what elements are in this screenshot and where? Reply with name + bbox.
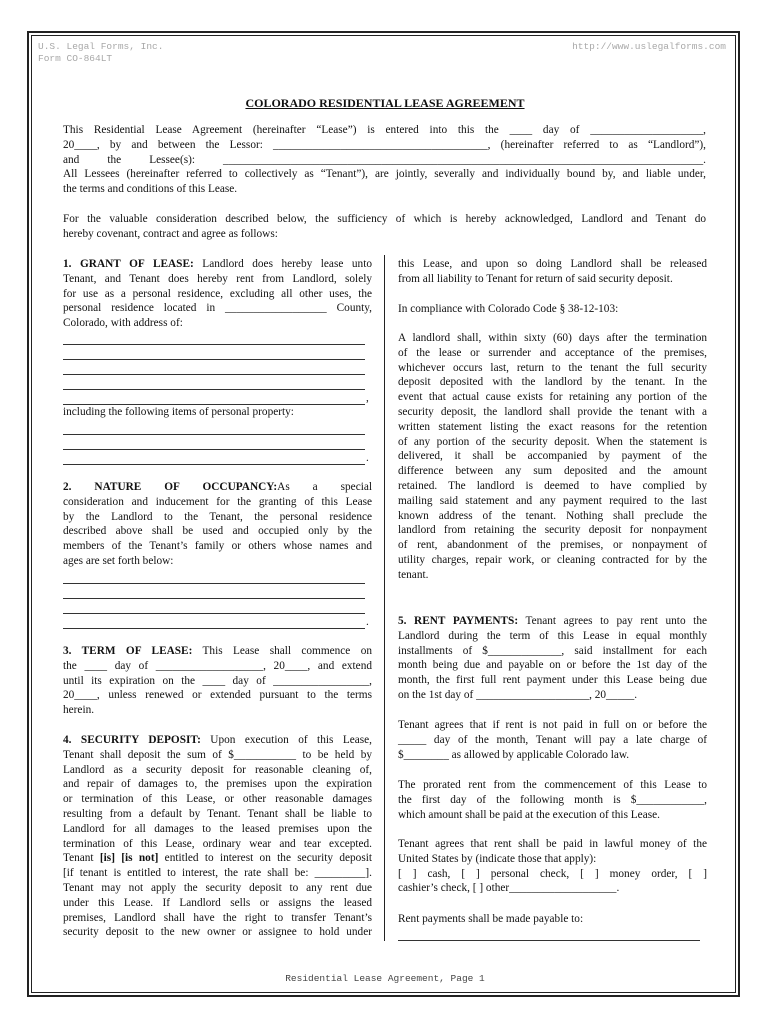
section-1-line: for use as a personal residence, excluding all other uses, the [63, 287, 372, 300]
section-2-heading: 2. NATURE OF OCCUPANCY: [63, 481, 278, 493]
prorated-line: which amount shall be paid at the execution of this Lease. [398, 808, 660, 821]
section-5-line [398, 614, 707, 629]
section-5-line: on the 1st day of ____________________, 20_____. [398, 688, 638, 701]
section-1-line: Colorado, with address of: [63, 317, 183, 330]
section-3-line: herein. [63, 704, 95, 717]
address-blank-line[interactable] [63, 359, 365, 360]
address-blank-line[interactable] [63, 374, 365, 375]
section-4-line: under this Lease. If Landlord sells or assigns the leased [63, 896, 372, 909]
statute-paragraph [398, 331, 707, 583]
section-1-grant-of-lease [63, 257, 372, 331]
statute-line: security deposit, the landlord shall provide the tenant with a [398, 405, 707, 418]
prorated-rent-paragraph [398, 778, 707, 822]
section-1-heading: 1. GRANT OF LEASE: [63, 258, 194, 270]
section-4-text: entitled to interest on the security deposit [158, 852, 372, 865]
section-5-rent-payments [398, 614, 707, 703]
statute-line: tenant. [398, 568, 429, 581]
section-5-heading: 5. RENT PAYMENTS: [398, 615, 519, 627]
statute-line: landlord from retaining the security deposit for nonpayment [398, 524, 707, 537]
section-4-line: resulting from a default by Tenant. Tenant shall be liable to [63, 807, 372, 820]
section-3-line: until its expiration on the ____ day of _________________, [63, 674, 372, 687]
payable-to-label: Rent payments shall be made payable to: [398, 913, 584, 925]
property-blank-line[interactable] [63, 464, 365, 465]
section-2-nature-of-occupancy [63, 480, 372, 569]
statute-line: of any portion of the security deposit. When the statement is [398, 435, 707, 448]
section-5-line: month, the first full rent payment under this Lease being due [398, 674, 707, 687]
section-4-line: [if tenant is entitled to interest, the rate shall be: _________]. [63, 867, 372, 880]
section-2-line: consideration and inducement for the granting of this Lease [63, 495, 372, 508]
section-3-line: the ____ day of ___________________, 20____, and extend [63, 659, 372, 672]
intro-line: 20____, by and between the Lessor: ______________________________________, (hereinafter referred to as “Landlord”), [63, 138, 706, 151]
section-1-text: Landlord does hereby lease unto [193, 258, 372, 270]
payment-method-paragraph [398, 837, 707, 896]
section-2-line [63, 480, 372, 495]
statute-line: mailing said statement and any payment required to the last [398, 494, 707, 507]
section-4-security-deposit [63, 733, 372, 940]
statute-line: deposit deposited with the landlord by the tenant. In the [398, 376, 707, 389]
section-2-line: members of the Tenant’s family or others whose names and [63, 540, 372, 553]
late-charge-line: _____ day of the month, Tenant will pay a late charge of [398, 733, 707, 746]
payable-to-blank-line[interactable] [398, 940, 700, 941]
section-5-text: Tenant agrees to pay rent unto the [518, 615, 707, 627]
consideration-line: hereby covenant, contract and agree as follows: [63, 227, 278, 240]
section-3-text: This Lease shall commence on [192, 645, 372, 657]
consideration-line: For the valuable consideration described below, the sufficiency of which is hereby acknowledged, Landlord and Tenant do [63, 213, 706, 225]
consideration-paragraph [63, 212, 706, 242]
section-1-line [63, 257, 372, 272]
address-blank-line[interactable] [63, 344, 365, 345]
section-2-text: As a special [277, 481, 372, 493]
statute-line: known address of the tenant. Nothing shall preclude the [398, 509, 707, 522]
late-charge-line: $________ as allowed by applicable Colorado law. [398, 748, 630, 761]
column-divider [384, 255, 385, 941]
section-4-line: and repair of damages to, the premises upon the expiration [63, 778, 372, 791]
address-comma: , [366, 392, 369, 404]
continued-line: this Lease, and upon so doing Landlord shall be released [398, 258, 707, 270]
section-1-line: personal residence located in __________________ County, [63, 302, 372, 315]
statute-line: difference between any sum deposited and the amount [398, 465, 707, 478]
section-4-line: Tenant may not apply the security deposit to any rent due [63, 881, 372, 894]
header-form-id: Form CO-864LT [38, 53, 113, 64]
statute-line: of rent, abandonment of the premises, or nonpayment of [398, 539, 707, 552]
security-deposit-continued [398, 257, 707, 287]
payment-method-options[interactable]: cashier’s check, [ ] other___________________. [398, 882, 620, 895]
section-4-heading: 4. SECURITY DEPOSIT: [63, 734, 201, 746]
header-company: U.S. Legal Forms, Inc. [38, 41, 164, 52]
intro-line: All Lessees (hereinafter referred to collectively as “Tenant”), are jointly, severally and individually bound by, and liable under, [63, 168, 706, 181]
statute-line: of the lease or surrender and acceptance of the premises, [398, 346, 707, 359]
continued-line: from all liability to Tenant for return of said security deposit. [398, 272, 673, 285]
occupant-period: . [366, 616, 369, 628]
address-blank-line[interactable] [63, 389, 365, 390]
statute-line: event that actual cause exists for retaining any portion of the [398, 391, 707, 404]
section-4-text: Tenant [63, 852, 100, 865]
intro-line: and the Lessee(s): _____________________________________________________________________________________. [63, 153, 706, 166]
section-4-line: security deposit to the new owner or assignee to hold under [63, 926, 372, 939]
prorated-line: The prorated rent from the commencement of this Lease to [398, 779, 707, 791]
section-2-line: described above shall be used and occupied only by the [63, 525, 372, 538]
section-1-line: Tenant, and Tenant does hereby rent from Landlord, solely [63, 272, 372, 285]
header-url: http://www.uslegalforms.com [572, 41, 726, 52]
section-4-line [63, 851, 372, 866]
section-3-term-of-lease [63, 644, 372, 718]
statute-line: utility charges, repair work, or cleaning contracted for by the [398, 553, 707, 566]
intro-paragraph [63, 123, 706, 197]
occupant-blank-line[interactable] [63, 628, 365, 629]
personal-property-label: including the following items of personal property: [63, 406, 294, 418]
statute-line: whichever occurs last, return to the tenant the full security [398, 361, 707, 374]
section-4-line: Tenant shall deposit the sum of $___________ to be held by [63, 748, 372, 761]
property-period: . [366, 452, 369, 464]
section-5-line: Landlord during the term of this Lease in equal monthly [398, 629, 707, 642]
intro-line: This Residential Lease Agreement (hereinafter “Lease”) is entered into this the ____ day of ____________________, [63, 124, 706, 136]
page-footer: Residential Lease Agreement, Page 1 [285, 973, 485, 984]
statute-line: retained. The landlord is deemed to have complied by [398, 479, 707, 492]
section-5-line: month being due and payable on or before the 1st day of the [398, 659, 707, 672]
interest-option: [is] [is not] [99, 852, 159, 865]
late-charge-paragraph [398, 718, 707, 762]
document-title: COLORADO RESIDENTIAL LEASE AGREEMENT [245, 96, 525, 110]
section-3-line: 20____, unless renewed or extended pursuant to the terms [63, 689, 372, 702]
section-4-text: Upon execution of this Lease, [200, 734, 372, 746]
section-4-line [63, 733, 372, 748]
late-charge-line: Tenant agrees that if rent is not paid in full on or before the [398, 719, 707, 731]
section-5-line: installments of $_____________, said installment for each [398, 644, 707, 657]
payment-method-line: United States by (indicate those that apply): [398, 852, 597, 865]
payment-method-options[interactable]: [ ] cash, [ ] personal check, [ ] money order, [ ] [398, 867, 707, 880]
property-blank-line[interactable] [63, 434, 365, 435]
section-2-line: by the Landlord to the Tenant, the personal residence [63, 510, 372, 523]
section-3-line [63, 644, 372, 659]
section-4-line: premises, Landlord shall have the right to transfer Tenant’s [63, 911, 372, 924]
property-blank-line[interactable] [63, 449, 365, 450]
section-2-line: ages are set forth below: [63, 554, 174, 567]
section-4-line: or termination of this Lease, or other reasonable damages [63, 793, 372, 806]
statute-line: A landlord shall, within sixty (60) days after the termination [398, 332, 707, 344]
section-4-line: Landlord as a security deposit for reasonable cleaning of, [63, 763, 372, 776]
section-4-line: Landlord for all damages to the leased premises upon the [63, 822, 372, 835]
occupant-blank-line[interactable] [63, 583, 365, 584]
occupant-blank-line[interactable] [63, 613, 365, 614]
prorated-line: the first day of the following month is $____________, [398, 793, 707, 806]
intro-line: the terms and conditions of this Lease. [63, 183, 238, 196]
statute-line: delivered, it shall be accompanied by payment of the [398, 450, 707, 463]
colorado-code-reference: In compliance with Colorado Code § 38-12-103: [398, 303, 619, 315]
section-4-line: termination of this Lease, ordinary wear and tear excepted. [63, 837, 372, 850]
statute-line: written statement listing the exact reasons for the retention [398, 420, 707, 433]
section-3-heading: 3. TERM OF LEASE: [63, 645, 193, 657]
occupant-blank-line[interactable] [63, 598, 365, 599]
payment-method-line: Tenant agrees that rent shall be paid in lawful money of the [398, 838, 707, 850]
